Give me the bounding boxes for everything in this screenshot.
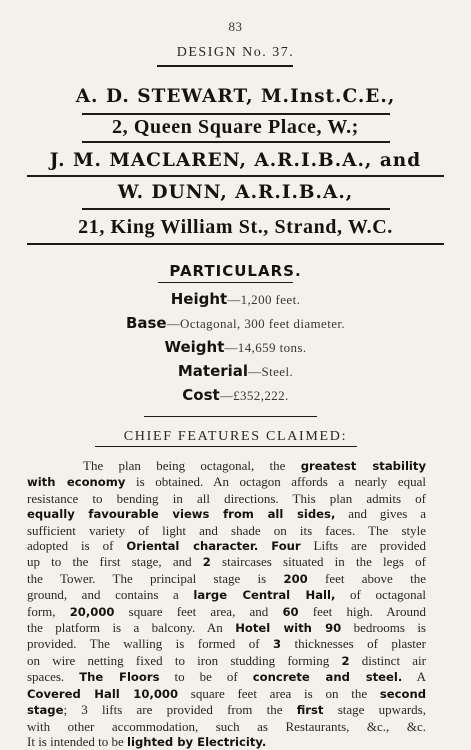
design-underline — [157, 65, 293, 67]
paragraph-line: ground, and contains a large Central Hall, of octagonal — [27, 587, 426, 603]
divider-4 — [82, 208, 390, 210]
particulars-underline — [158, 282, 293, 283]
paragraph-line: on wire netting fixed to iron studding forming 2 distinct air — [27, 652, 426, 668]
particular-value: —Octagonal, 300 feet diameter. — [166, 316, 346, 331]
paragraph-line: sufficient variety of light and shade on its faces. The style — [27, 522, 426, 538]
particular-label: Base — [125, 314, 167, 332]
features-paragraph — [27, 458, 426, 750]
divider-5 — [27, 243, 444, 245]
paragraph-line: It is intended to be lighted by Electricity. — [27, 733, 267, 749]
author-line-1: A. D. STEWART, M.Inst.C.E., — [75, 86, 396, 107]
paragraph-line: Covered Hall 10,000 square feet area is on the second — [27, 685, 426, 701]
features-underline — [95, 446, 357, 447]
paragraph-line: The plan being octagonal, the greatest stability — [83, 458, 426, 473]
particular-weight — [0, 338, 471, 357]
particular-value: —Steel. — [248, 364, 294, 379]
paragraph-line: adopted is of Oriental character. Four Lifts are provided — [27, 538, 427, 554]
divider-3 — [27, 175, 444, 177]
divider-2 — [82, 141, 390, 143]
paragraph-line: form, 20,000 square feet area, and 60 feet high. Around — [27, 603, 427, 619]
particular-height — [0, 290, 471, 309]
divider-6 — [144, 416, 317, 417]
particular-material — [0, 362, 471, 381]
particular-label: Cost — [182, 386, 220, 404]
author-line-3: W. DUNN, A.R.I.B.A., — [117, 182, 354, 203]
author-line-2: J. M. MACLAREN, A.R.I.B.A., and — [49, 150, 422, 171]
paragraph-line: provided. The walling is formed of 3 thicknesses of plaster — [27, 636, 426, 652]
particular-label: Material — [177, 362, 249, 380]
particular-value: —1,200 feet. — [227, 292, 301, 307]
particular-value: —14,659 tons. — [224, 340, 307, 355]
paragraph-line: the platform is a balcony. An Hotel with 90 bedrooms is — [27, 620, 426, 636]
page-number: 83 — [228, 19, 243, 34]
features-title: CHIEF FEATURES CLAIMED: — [123, 429, 348, 444]
author-address-2: 21, King William St., Strand, W.C. — [78, 216, 393, 238]
paragraph-line: stage; 3 lifts are provided from the first stage upwards, — [27, 702, 426, 718]
paragraph-line: equally favourable views from all sides, and gives a — [27, 506, 426, 522]
particular-base — [0, 314, 471, 333]
paragraph-line: the Tower. The principal stage is 200 feet above the — [27, 570, 426, 586]
particular-label: Weight — [164, 338, 225, 356]
paragraph-line: up to the first stage, and 2 staircases situated in the legs of — [27, 554, 427, 570]
paragraph-line: with other accommodation, such as Restaurants, &c., &c. — [27, 718, 426, 734]
divider-1 — [82, 113, 390, 115]
particular-label: Height — [170, 290, 228, 308]
paragraph-line: with economy is obtained. An octagon affords a nearly equal — [27, 474, 426, 490]
particulars-title: PARTICULARS. — [169, 262, 302, 280]
paragraph-line: spaces. The Floors to be of concrete and steel. A — [27, 669, 426, 685]
author-address-1: 2, Queen Square Place, W.; — [112, 116, 359, 138]
particular-cost — [0, 386, 471, 405]
particular-value: —£352,222. — [219, 388, 289, 403]
design-number: DESIGN No. 37. — [176, 45, 295, 60]
paragraph-line: resistance to bending in all directions. This plan admits of — [27, 490, 426, 506]
